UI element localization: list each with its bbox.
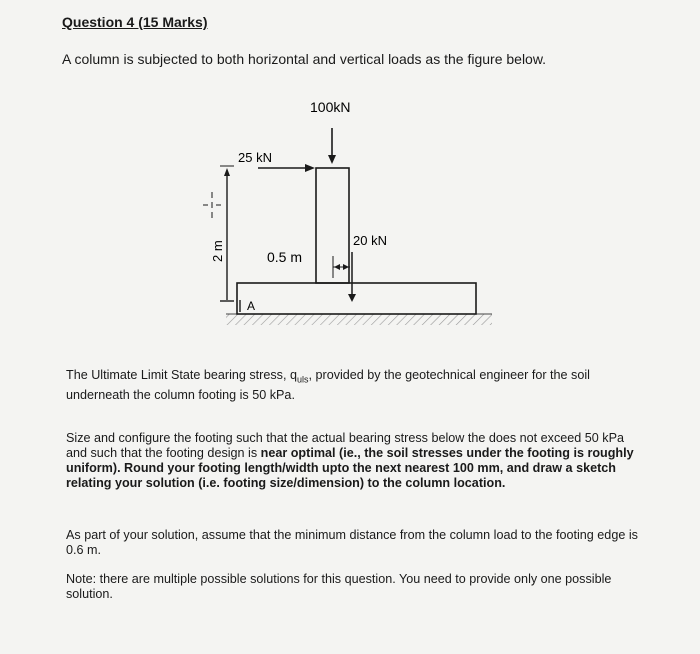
paragraph-task: Size and configure the footing such that the actual bearing stress below the does not exceed 50 kPa and such that the footing design is near optimal (ie., the soil stresses under the footing is roughly uniform). Round your footing length/width upto the next nearest 100 mm, and draw a sketch relating your solution (i.e. footing size/dimension) to the column location. [66,431,634,490]
centroid-marker [203,192,221,218]
point-a-label: A [247,299,256,313]
vertical-load-label: 100kN [310,99,351,115]
horizontal-load-label: 25 kN [238,150,272,165]
paragraph-note: Note: there are multiple possible solutions for this question. You need to provide only one possible solution. [66,572,612,601]
footing [237,283,476,314]
horizontal-load-arrowhead [305,164,315,172]
offset-dim-arrow-left [334,264,340,270]
vertical-load-arrowhead [328,155,336,164]
paragraph-assumption: As part of your solution, assume that the minimum distance from the column load to the footing edge is 0.6 m. [66,528,638,557]
paragraph-bearing-stress: The Ultimate Limit State bearing stress, $q_{uls}$, provided by the geotechnical engineer for the soil underneath the column footing is 50 kPa. [66,368,590,402]
question-intro: A column is subjected to both horizontal and vertical loads as the figure below. [62,51,547,67]
height-dim-label: 2 m [210,240,225,262]
secondary-load-arrowhead [348,294,356,302]
offset-dim-arrow-right [343,264,349,270]
height-dim-arrow-top [224,168,230,176]
secondary-load-label: 20 kN [353,233,387,248]
offset-dim-label: 0.5 m [267,249,303,265]
ground-hatch [226,314,492,325]
question-title: Question 4 (15 Marks) [62,14,208,30]
